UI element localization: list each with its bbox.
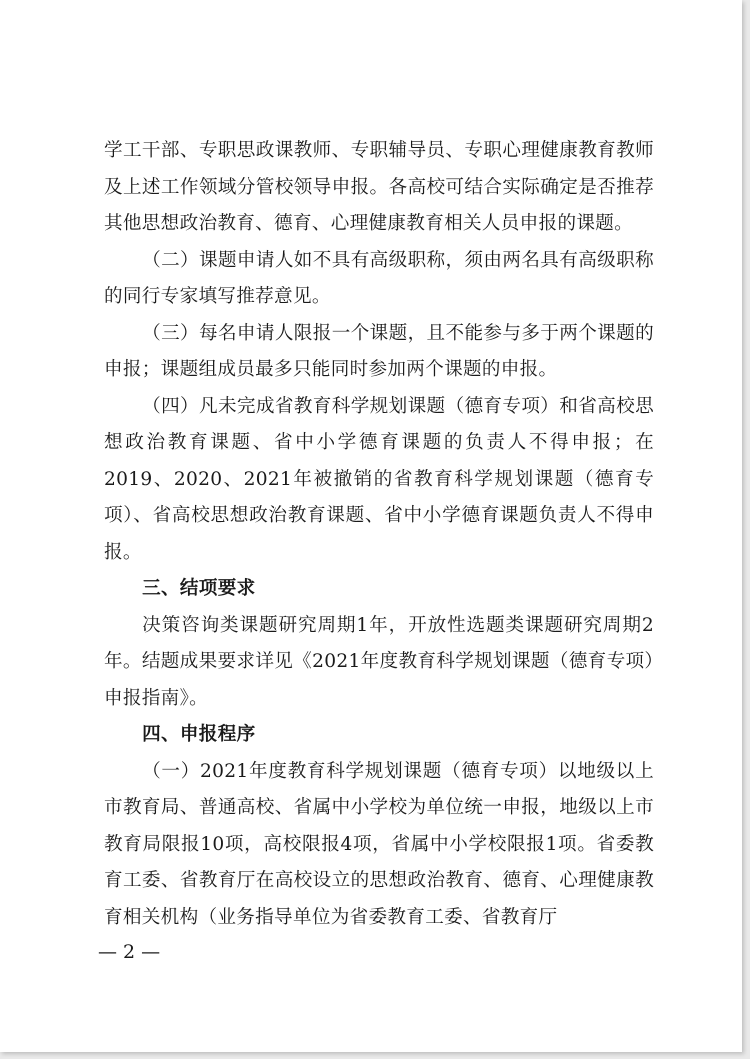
paragraph-3: （三）每名申请人限报一个课题，且不能参与多于两个课题的申报；课题组成员最多只能同时参加两个课题的申报。 [104,322,654,380]
paragraph-5: 决策咨询类课题研究周期1年，开放性选题类课题研究周期2年。结题成果要求详见《2021年度教育科学规划课题（德育专项）申报指南》。 [104,614,654,709]
document-body [104,133,654,936]
section-heading-4: 四、申报程序 [142,724,256,745]
paragraph-6: （一）2021年度教育科学规划课题（德育专项）以地级以上市教育局、普通高校、省属中小学校为单位统一申报，地级以上市教育局限报10项，高校限报4项，省属中小学校限报1项。省委教育工委、省教育厅在高校设立的思想政治教育、德育、心理健康教育相关机构（业务指导单位为省委教育工委、省教育厅 [104,760,654,928]
paragraph-2: （二）课题申请人如不具有高级职称，须由两名具有高级职称的同行专家填写推荐意见。 [104,249,654,307]
section-heading-3: 三、结项要求 [142,578,256,599]
page-number: — 2 — [98,941,161,963]
paragraph-4: （四）凡未完成省教育科学规划课题（德育专项）和省高校思想政治教育课题、省中小学德育课题的负责人不得申报；在2019、2020、2021年被撤销的省教育科学规划课题（德育专项）、省高校思想政治教育课题、省中小学德育课题负责人不得申报。 [104,395,654,563]
paragraph-1: 学工干部、专职思政课教师、专职辅导员、专职心理健康教育教师及上述工作领域分管校领导申报。各高校可结合实际确定是否推荐其他思想政治教育、德育、心理健康教育相关人员申报的课题。 [104,140,654,234]
